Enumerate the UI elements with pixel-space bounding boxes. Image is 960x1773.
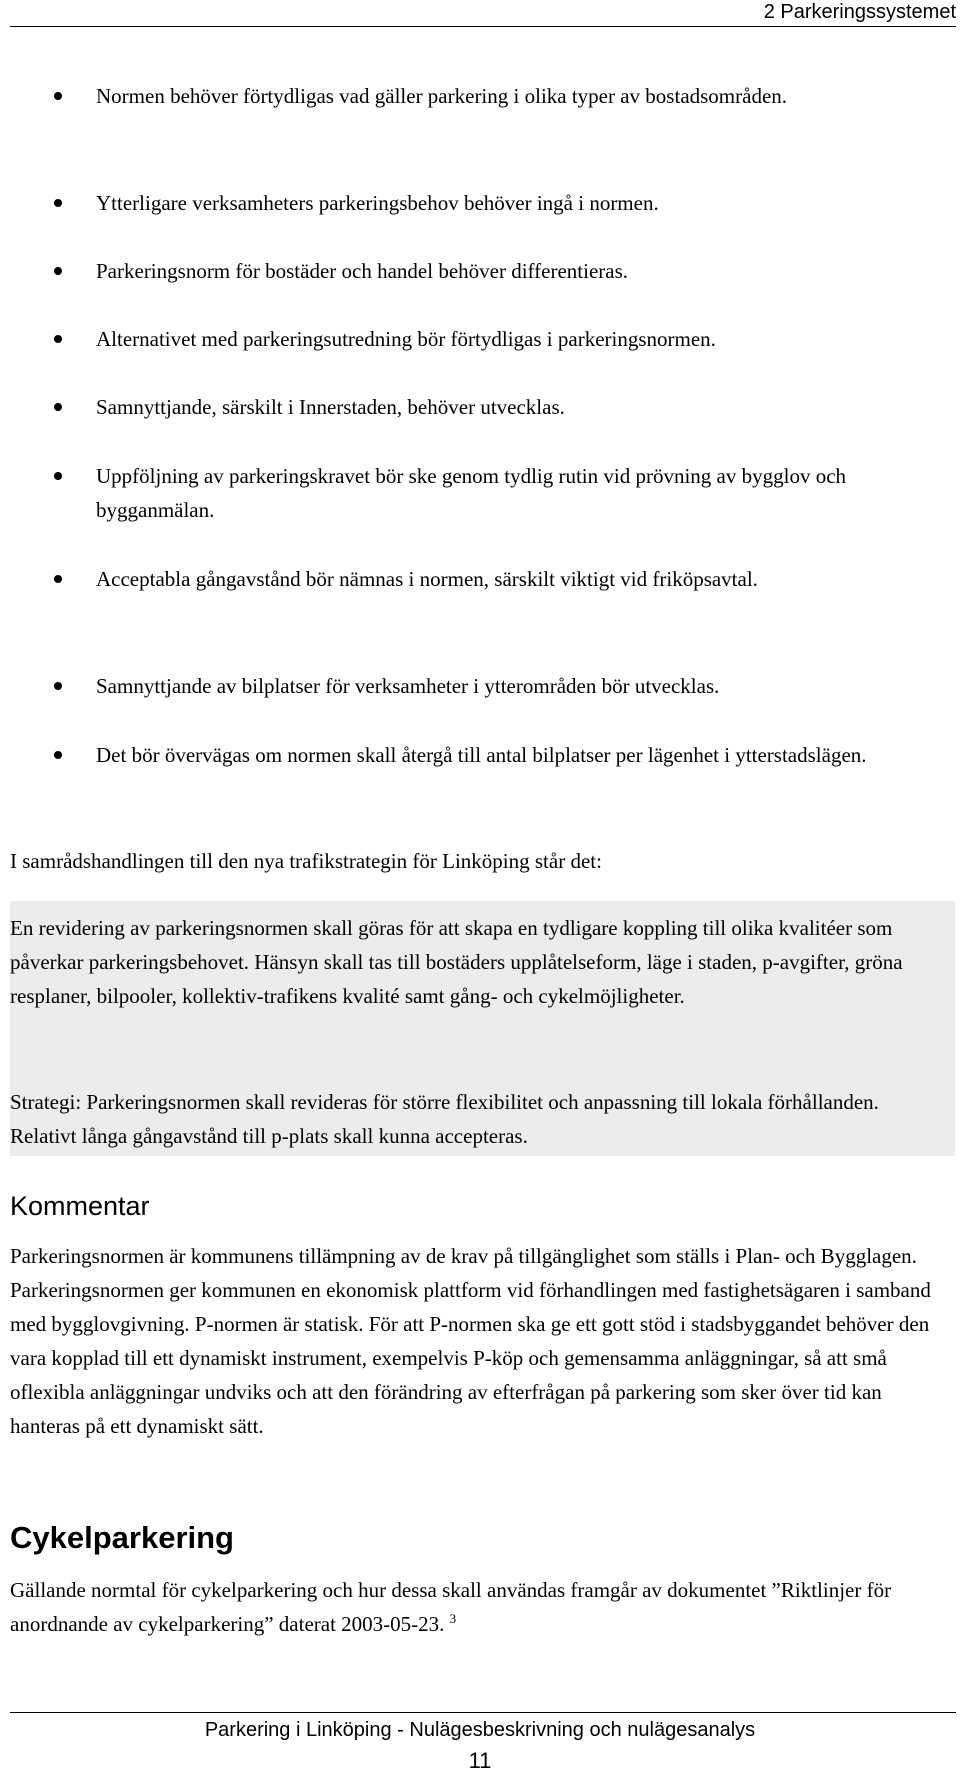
bullet-icon — [54, 751, 62, 759]
bullet-icon — [54, 335, 62, 343]
list-item-text: Uppföljning av parkeringskravet bör ske genom tydlig rutin vid prövning av bygglov och bygganmälan. — [96, 464, 847, 522]
bullet-icon — [54, 403, 62, 411]
bullet-icon — [54, 199, 62, 207]
list-item-text: Acceptabla gångavstånd bör nämnas i normen, särskilt viktigt vid friköpsavtal. — [96, 567, 758, 591]
cykel-paragraph — [10, 1573, 950, 1641]
running-header: 2 Parkeringssystemet — [10, 0, 956, 27]
footer-title: Parkering i Linköping - Nulägesbeskrivning och nulägesanalys — [204, 1719, 756, 1741]
section-heading-cykelparkering: Cykelparkering — [10, 1520, 234, 1555]
page-number: 11 — [468, 1748, 492, 1773]
bullet-icon — [54, 267, 62, 275]
quote-box — [10, 901, 955, 1156]
list-item-text: Alternativet med parkeringsutredning bör förtydligas i parkeringsnormen. — [96, 327, 716, 351]
quote-paragraph: En revidering av parkeringsnormen skall göras för att skapa en tydligare koppling till olika kvalitéer som påverkar parkeringsbehovet. Hänsyn skall tas till bostäders upplåtelseform, läge i staden, p-avgifter, gröna resplaner, bilpooler, kollektiv-trafikens kvalité samt gång- och cykelmöjligheter. — [10, 916, 903, 1008]
list-item-text: Det bör övervägas om normen skall återgå till antal bilplatser per lägenhet i ytterstadslägen. — [96, 743, 867, 767]
strategy-paragraph: Strategi: Parkeringsnormen skall revideras för större flexibilitet och anpassning till lokala förhållanden. Relativt långa gångavstånd till p-plats skall kunna accepteras. — [10, 1090, 879, 1148]
list-item-text: Parkeringsnorm för bostäder och handel behöver differentieras. — [96, 259, 629, 283]
list-item-text: Samnyttjande av bilplatser för verksamheter i ytterområden bör utvecklas. — [96, 674, 720, 698]
kommentar-paragraph: Parkeringsnormen är kommunens tillämpning av de krav på tillgänglighet som ställs i Plan- och Bygglagen. Parkeringsnormen ger kommunen en ekonomisk plattform vid förhandlingen med fastighetsägaren i samband med bygglovgivning. P-normen är statisk. För att P-normen ska ge ett gott stöd i stadsbyggandet behöver den vara kopplad till ett dynamiskt instrument, exempelvis P-köp och gemensamma anläggningar, så att små oflexibla anläggningar undviks och att den förändring av efterfrågan på parkering som sker över tid kan hanteras på ett dynamiskt sätt. — [10, 1244, 931, 1438]
bullet-icon — [54, 575, 62, 583]
bullet-icon — [54, 472, 62, 480]
intro-paragraph: I samrådshandlingen till den nya trafikstrategin för Linköping står det: — [10, 849, 602, 873]
list-item-text: Ytterligare verksamheters parkeringsbehov behöver ingå i normen. — [96, 191, 659, 215]
footer-divider — [10, 1712, 956, 1713]
footnote-reference[interactable]: 3 — [449, 1611, 457, 1626]
list-item-text: Normen behöver förtydligas vad gäller parkering i olika typer av bostadsområden. — [96, 84, 788, 108]
bullet-icon — [54, 682, 62, 690]
bullet-icon — [54, 92, 62, 100]
cykel-paragraph-text: Gällande normtal för cykelparkering och hur dessa skall användas framgår av dokumentet ”Riktlinjer för anordnande av cykelparkering” daterat 2003-05-23. — [10, 1578, 892, 1636]
section-heading-kommentar: Kommentar — [10, 1191, 150, 1221]
list-item-text: Samnyttjande, särskilt i Innerstaden, behöver utvecklas. — [96, 395, 565, 419]
